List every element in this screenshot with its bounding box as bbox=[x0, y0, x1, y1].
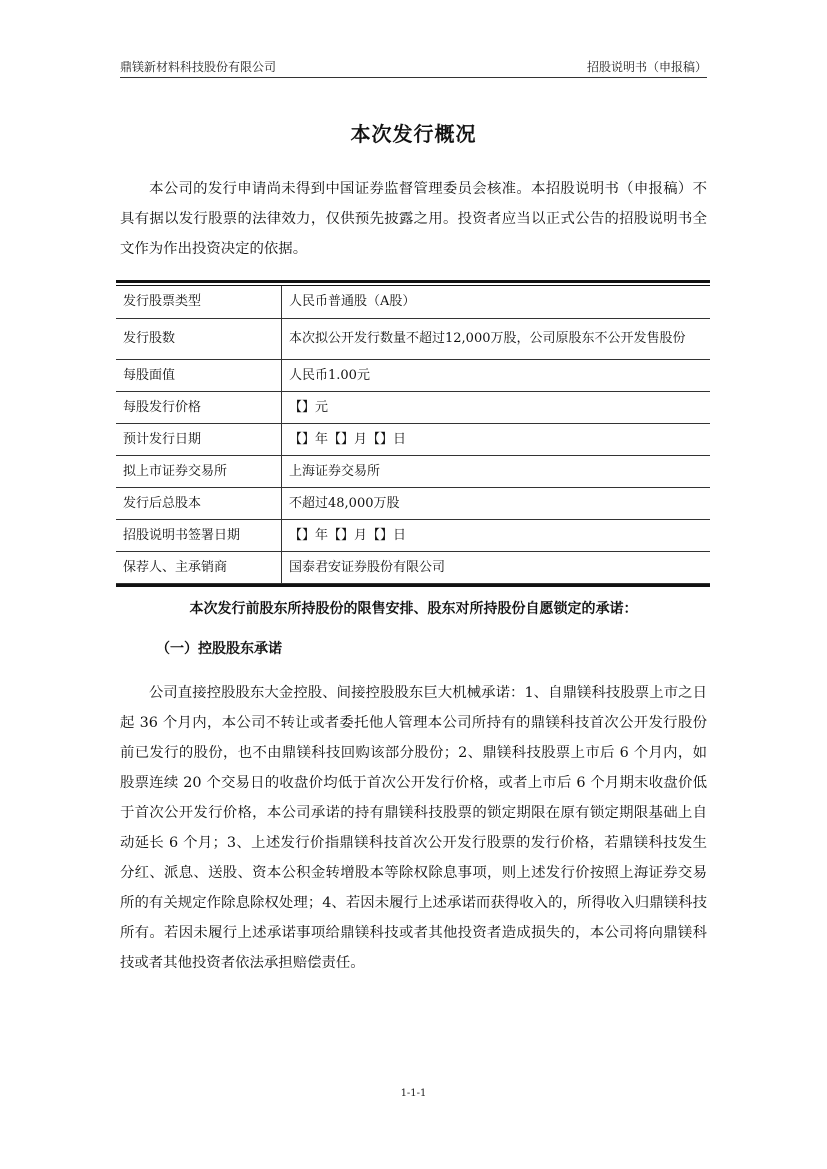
page-number: 1-1-1 bbox=[400, 1088, 427, 1099]
row-value: 国泰君安证券股份有限公司 bbox=[282, 551, 711, 583]
offering-table bbox=[116, 280, 710, 587]
body-text: 公司直接控股股东大金控股、间接控股股东巨大机械承诺：1、自鼎镁科技股票上市之日起 36 个月内，本公司不转让或者委托他人管理本公司所持有的鼎镁科技首次公开发行股份前已发行的股份，也不由鼎镁科技回购该部分股份；2、鼎镁科技股票上市后 6 个月内，如股票连续 20 个交易日的收盘价均低于首次公开发行价格，或者上市后 6 个月期末收盘价低于首次公开发行价格，本公司承诺的持有鼎镁科技股票的锁定期限在原有锁定期限基础上自动延长 6 个月；3、上述发行价指鼎镁科技首次公开发行股票的发行价格，若鼎镁科技发生分红、派息、送股、资本公积金转增股本等除权除息事项，则上述发行价按照上海证券交易所的有关规定作除息除权处理；4、若因未履行上述承诺而获得收入的，所得收入归鼎镁科技所有。若因未履行上述承诺事项给鼎镁科技或者其他投资者造成损失的，本公司将向鼎镁科技或者其他投资者依法承担赔偿责任。 bbox=[120, 685, 707, 971]
intro-text: 本公司的发行申请尚未得到中国证券监督管理委员会核准。本招股说明书（申报稿）不具有据以发行股票的法律效力，仅供预先披露之用。投资者应当以正式公告的招股说明书全文作为作出投资决定的依据。 bbox=[120, 181, 707, 257]
row-value: 不超过48,000万股 bbox=[282, 487, 711, 519]
table-row bbox=[116, 423, 710, 455]
table-row bbox=[116, 318, 710, 359]
row-value: 【】年【】月【】日 bbox=[282, 519, 711, 551]
table-row bbox=[116, 551, 710, 583]
section-title: 本次发行前股东所持股份的限售安排、股东对所持股份自愿锁定的承诺： bbox=[189, 601, 638, 617]
sub-title: （一）控股股东承诺 bbox=[156, 641, 282, 657]
row-label: 预计发行日期 bbox=[116, 423, 282, 455]
intro-paragraph bbox=[120, 174, 707, 264]
table-top-rule bbox=[116, 280, 710, 283]
row-label: 招股说明书签署日期 bbox=[116, 519, 282, 551]
table-bottom-rule bbox=[116, 584, 710, 587]
page-header bbox=[120, 58, 707, 75]
row-value: 人民币普通股（A股） bbox=[282, 286, 711, 318]
body-paragraph bbox=[120, 678, 707, 978]
row-label: 每股发行价格 bbox=[116, 391, 282, 423]
page-title: 本次发行概况 bbox=[350, 122, 477, 146]
table-row bbox=[116, 455, 710, 487]
header-company: 鼎镁新材料科技股份有限公司 bbox=[120, 60, 277, 74]
row-label: 保荐人、主承销商 bbox=[116, 551, 282, 583]
row-value: 【】年【】月【】日 bbox=[282, 423, 711, 455]
row-value: 【】元 bbox=[282, 391, 711, 423]
table-row bbox=[116, 286, 710, 318]
row-value: 本次拟公开发行数量不超过12,000万股，公司原股东不公开发售股份 bbox=[282, 318, 711, 359]
row-value: 上海证券交易所 bbox=[282, 455, 711, 487]
row-label: 发行股数 bbox=[116, 318, 282, 359]
table-row bbox=[116, 359, 710, 391]
header-rule bbox=[120, 77, 707, 78]
row-label: 发行股票类型 bbox=[116, 286, 282, 318]
table-row bbox=[116, 391, 710, 423]
row-label: 发行后总股本 bbox=[116, 487, 282, 519]
header-doc-type: 招股说明书（申报稿） bbox=[586, 60, 707, 74]
row-label: 拟上市证券交易所 bbox=[116, 455, 282, 487]
row-label: 每股面值 bbox=[116, 359, 282, 391]
row-value: 人民币1.00元 bbox=[282, 359, 711, 391]
table-row bbox=[116, 519, 710, 551]
table-row bbox=[116, 487, 710, 519]
